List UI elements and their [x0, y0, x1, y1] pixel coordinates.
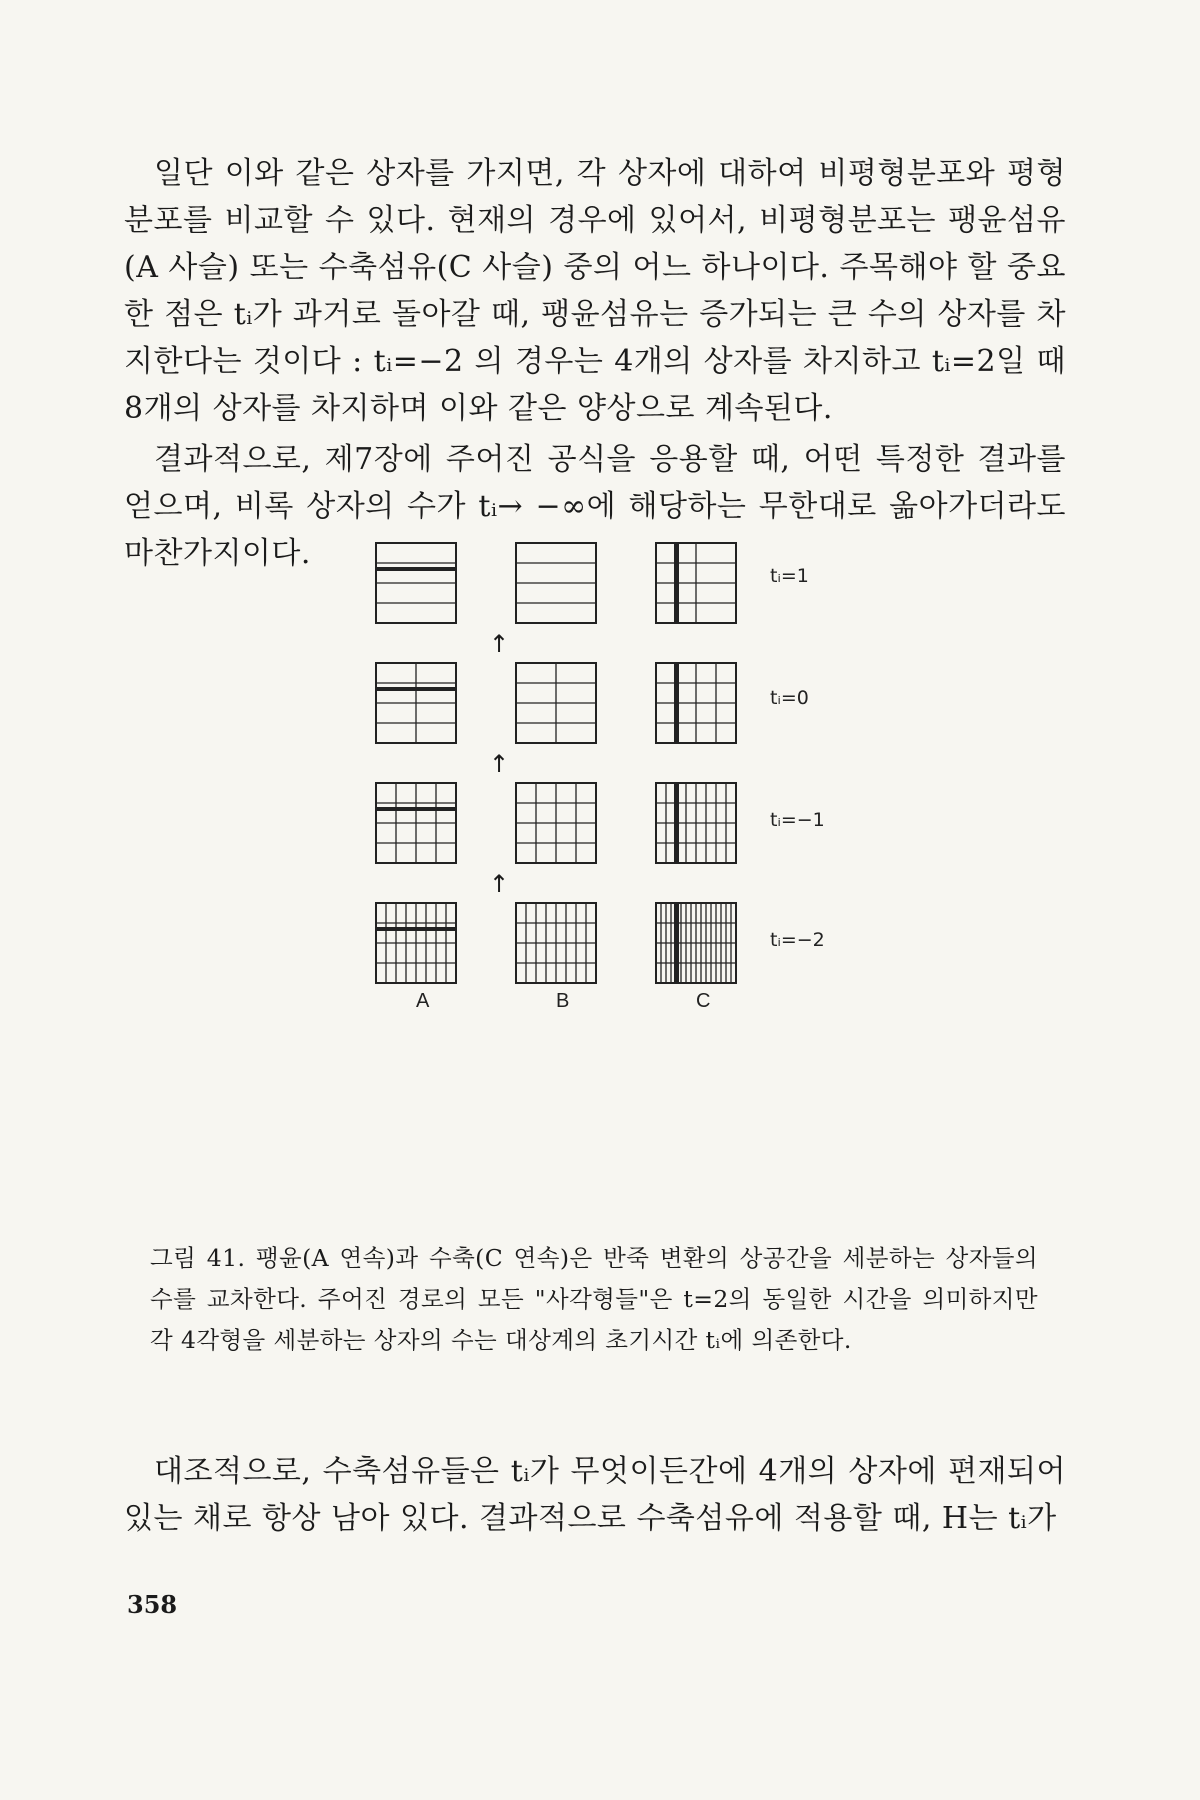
time-label: tᵢ=−1	[770, 809, 825, 831]
contracting-fiber-band	[674, 903, 679, 983]
partition-box-a-row-0	[374, 541, 458, 625]
contracting-fiber-band	[674, 783, 679, 863]
partition-box-c-row-1	[654, 661, 738, 745]
paragraph-text: 일단 이와 같은 상자를 가지면, 각 상자에 대하여 비평형분포와 평형분포를 비교할 수 있다. 현재의 경우에 있어서, 비평형분포는 팽윤섬유(A 사슬) 또는 수축섬유(C 사슬) 중의 어느 하나이다. 주목해야 할 중요한 점은 tᵢ가 과거로 돌아갈 때, 팽윤섬유는 증가되는 큰 수의 상자를 차지한다는 것이다 : tᵢ=−2 의 경우는 4개의 상자를 차지하고 tᵢ=2일 때 8개의 상자를 차지하며 이와 같은 양상으로 계속된다.	[124, 156, 1066, 426]
partition-box-c-row-3	[654, 901, 738, 985]
up-arrow-icon: ↑	[489, 870, 510, 898]
partition-box-c-row-0	[654, 541, 738, 625]
dilating-fiber-band	[376, 927, 456, 931]
partition-box-b-row-3	[514, 901, 598, 985]
up-arrow-icon: ↑	[489, 750, 510, 778]
partition-box-a-row-1	[374, 661, 458, 745]
partition-box-b-row-2	[514, 781, 598, 865]
contracting-fiber-band	[674, 663, 679, 743]
column-label-b: B	[556, 990, 570, 1012]
body-paragraph-1	[124, 150, 1066, 432]
partition-box-b-row-0	[514, 541, 598, 625]
column-label-a: A	[416, 990, 430, 1012]
time-label: tᵢ=0	[770, 687, 809, 709]
paragraph-text: 대조적으로, 수축섬유들은 tᵢ가 무엇이든간에 4개의 상자에 편재되어 있는 채로 항상 남아 있다. 결과적으로 수축섬유에 적용할 때, H는 tᵢ가	[124, 1454, 1066, 1536]
partition-box-a-row-3	[374, 901, 458, 985]
contracting-fiber-band	[674, 543, 679, 623]
dilating-fiber-band	[376, 807, 456, 811]
baker-transformation-figure	[360, 565, 880, 1175]
time-label: tᵢ=1	[770, 565, 809, 587]
page-number: 358	[127, 1590, 178, 1619]
partition-box-a-row-2	[374, 781, 458, 865]
time-label: tᵢ=−2	[770, 929, 825, 951]
figure-caption: 그림 41. 팽윤(A 연속)과 수축(C 연속)은 반죽 변환의 상공간을 세분하는 상자들의 수를 교차한다. 주어진 경로의 모든 "사각형들"은 t=2의 동일한 시간을 의미하지만 각 4각형을 세분하는 상자의 수는 대상계의 초기시간 tᵢ에 의존한다.	[150, 1244, 1038, 1354]
dilating-fiber-band	[376, 687, 456, 691]
partition-box-b-row-1	[514, 661, 598, 745]
paragraph-text: 결과적으로, 제7장에 주어진 공식을 응용할 때, 어떤 특정한 결과를 얻으며, 비록 상자의 수가 tᵢ→ −∞에 해당하는 무한대로 옮아가더라도 마찬가지이다.	[124, 442, 1066, 571]
dilating-fiber-band	[376, 567, 456, 571]
partition-box-c-row-2	[654, 781, 738, 865]
up-arrow-icon: ↑	[489, 630, 510, 658]
column-label-c: C	[696, 990, 711, 1012]
body-paragraph-3	[124, 1448, 1066, 1542]
